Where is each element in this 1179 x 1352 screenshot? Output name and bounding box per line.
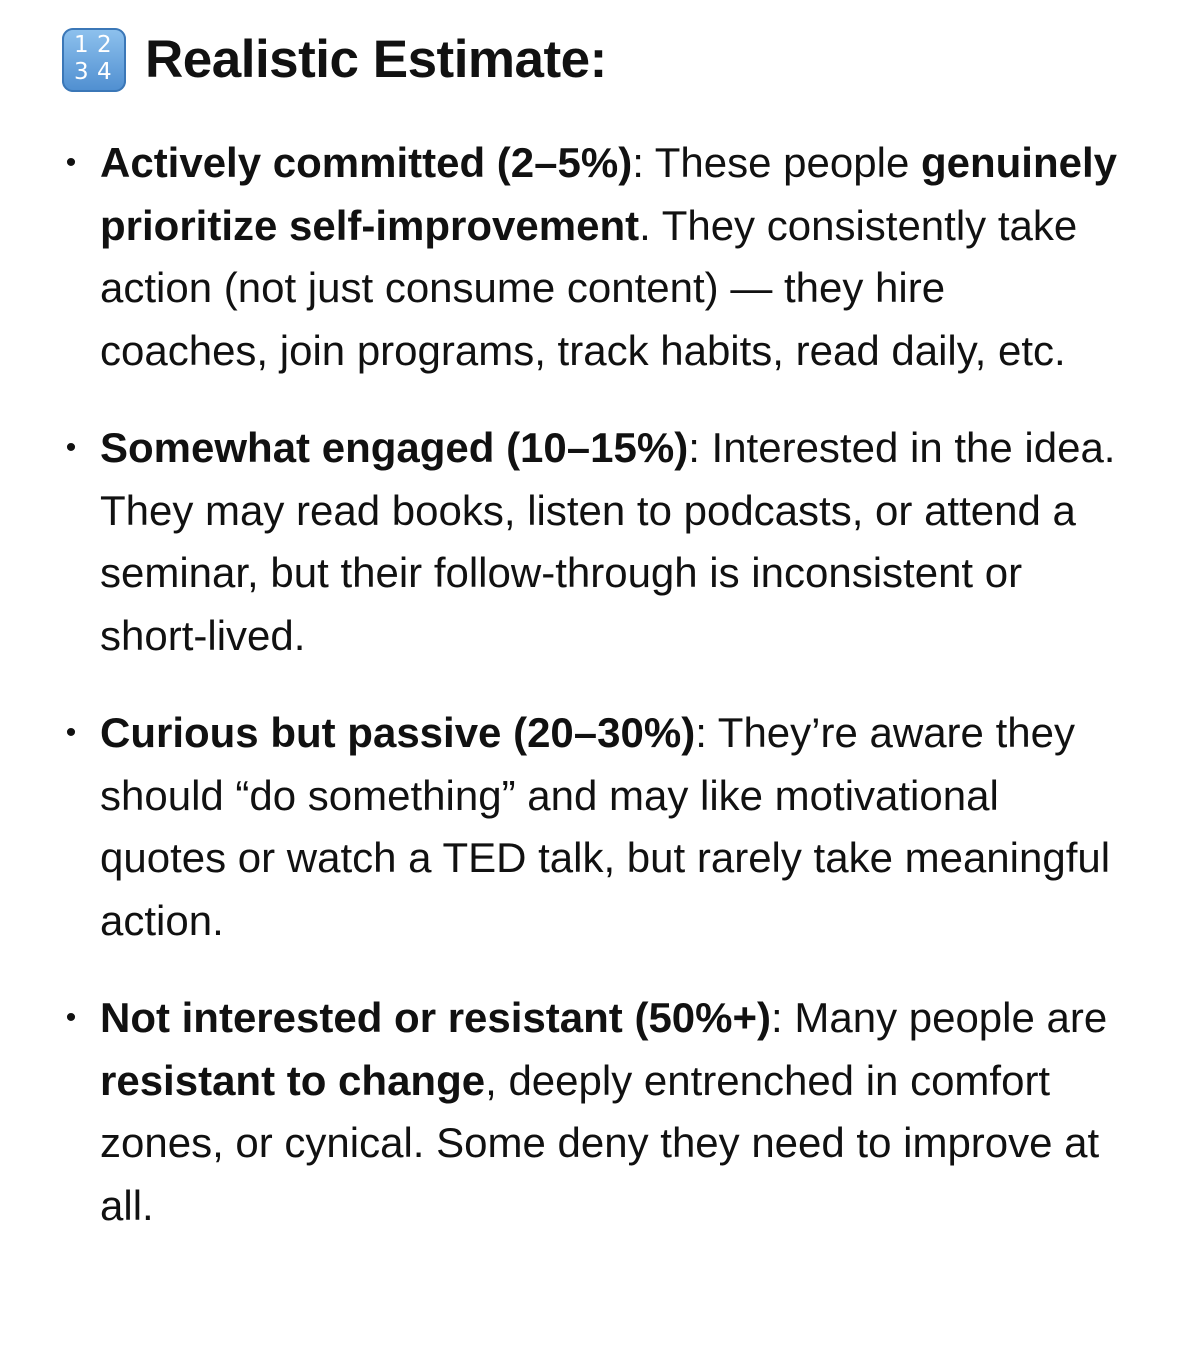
bullet: •: [65, 431, 77, 464]
item-emphasis: genuinely prioritize self-improvement: [100, 139, 1118, 249]
item-text: They’re aware they should “do something” and may like motivational quotes or watch a TED talk, but rarely take meaningful action.: [100, 709, 1111, 944]
item-label: Somewhat engaged (10–15%): [100, 424, 689, 471]
item-text: Many people are: [794, 994, 1108, 1041]
item-label: Curious but passive (20–30%): [100, 709, 696, 756]
item-label: Not interested or resistant (50%+): [100, 994, 772, 1041]
list-item-somewhat-engaged: • Somewhat engaged (10–15%): Interested in the idea. They may read books, listen to podcasts, or attend a seminar, but their follow-through is inconsistent or short-lived.: [0, 417, 1179, 667]
bullet: •: [65, 716, 77, 749]
item-text: These people: [654, 139, 921, 186]
list-item-actively-committed: • Actively committed (2–5%): These people genuinely prioritize self-improvement. They consistently take action (not just consume content) — they hire coaches, join programs, track habits, read daily, etc.: [0, 132, 1179, 382]
input-numbers-icon: 1 2 3 4: [62, 28, 126, 92]
list-item-not-interested: • Not interested or resistant (50%+): Many people are resistant to change, deeply entrenched in comfort zones, or cynical. Some deny they need to improve at all.: [0, 987, 1179, 1237]
section-heading: [62, 28, 607, 92]
section-title: Realistic Estimate:: [145, 30, 607, 89]
bullet: •: [65, 1001, 77, 1034]
list-item-curious-but-passive: • Curious but passive (20–30%): They’re aware they should “do something” and may like motivational quotes or watch a TED talk, but rarely take meaningful action.: [0, 702, 1179, 952]
estimate-list: [0, 132, 1179, 1272]
item-text: . They consistently take action (not just consume content) — they hire coaches, join programs, track habits, read daily, etc.: [100, 201, 1078, 374]
item-text: Interested in the idea. They may read books, listen to podcasts, or attend a seminar, but their follow-through is inconsistent or short-lived.: [100, 424, 1116, 659]
item-emphasis: resistant to change: [100, 1056, 486, 1104]
item-label: Actively committed (2–5%): [100, 139, 633, 186]
bullet: •: [65, 146, 77, 179]
item-text: , deeply entrenched in comfort zones, or cynical. Some deny they need to improve at all.: [100, 1056, 1100, 1229]
